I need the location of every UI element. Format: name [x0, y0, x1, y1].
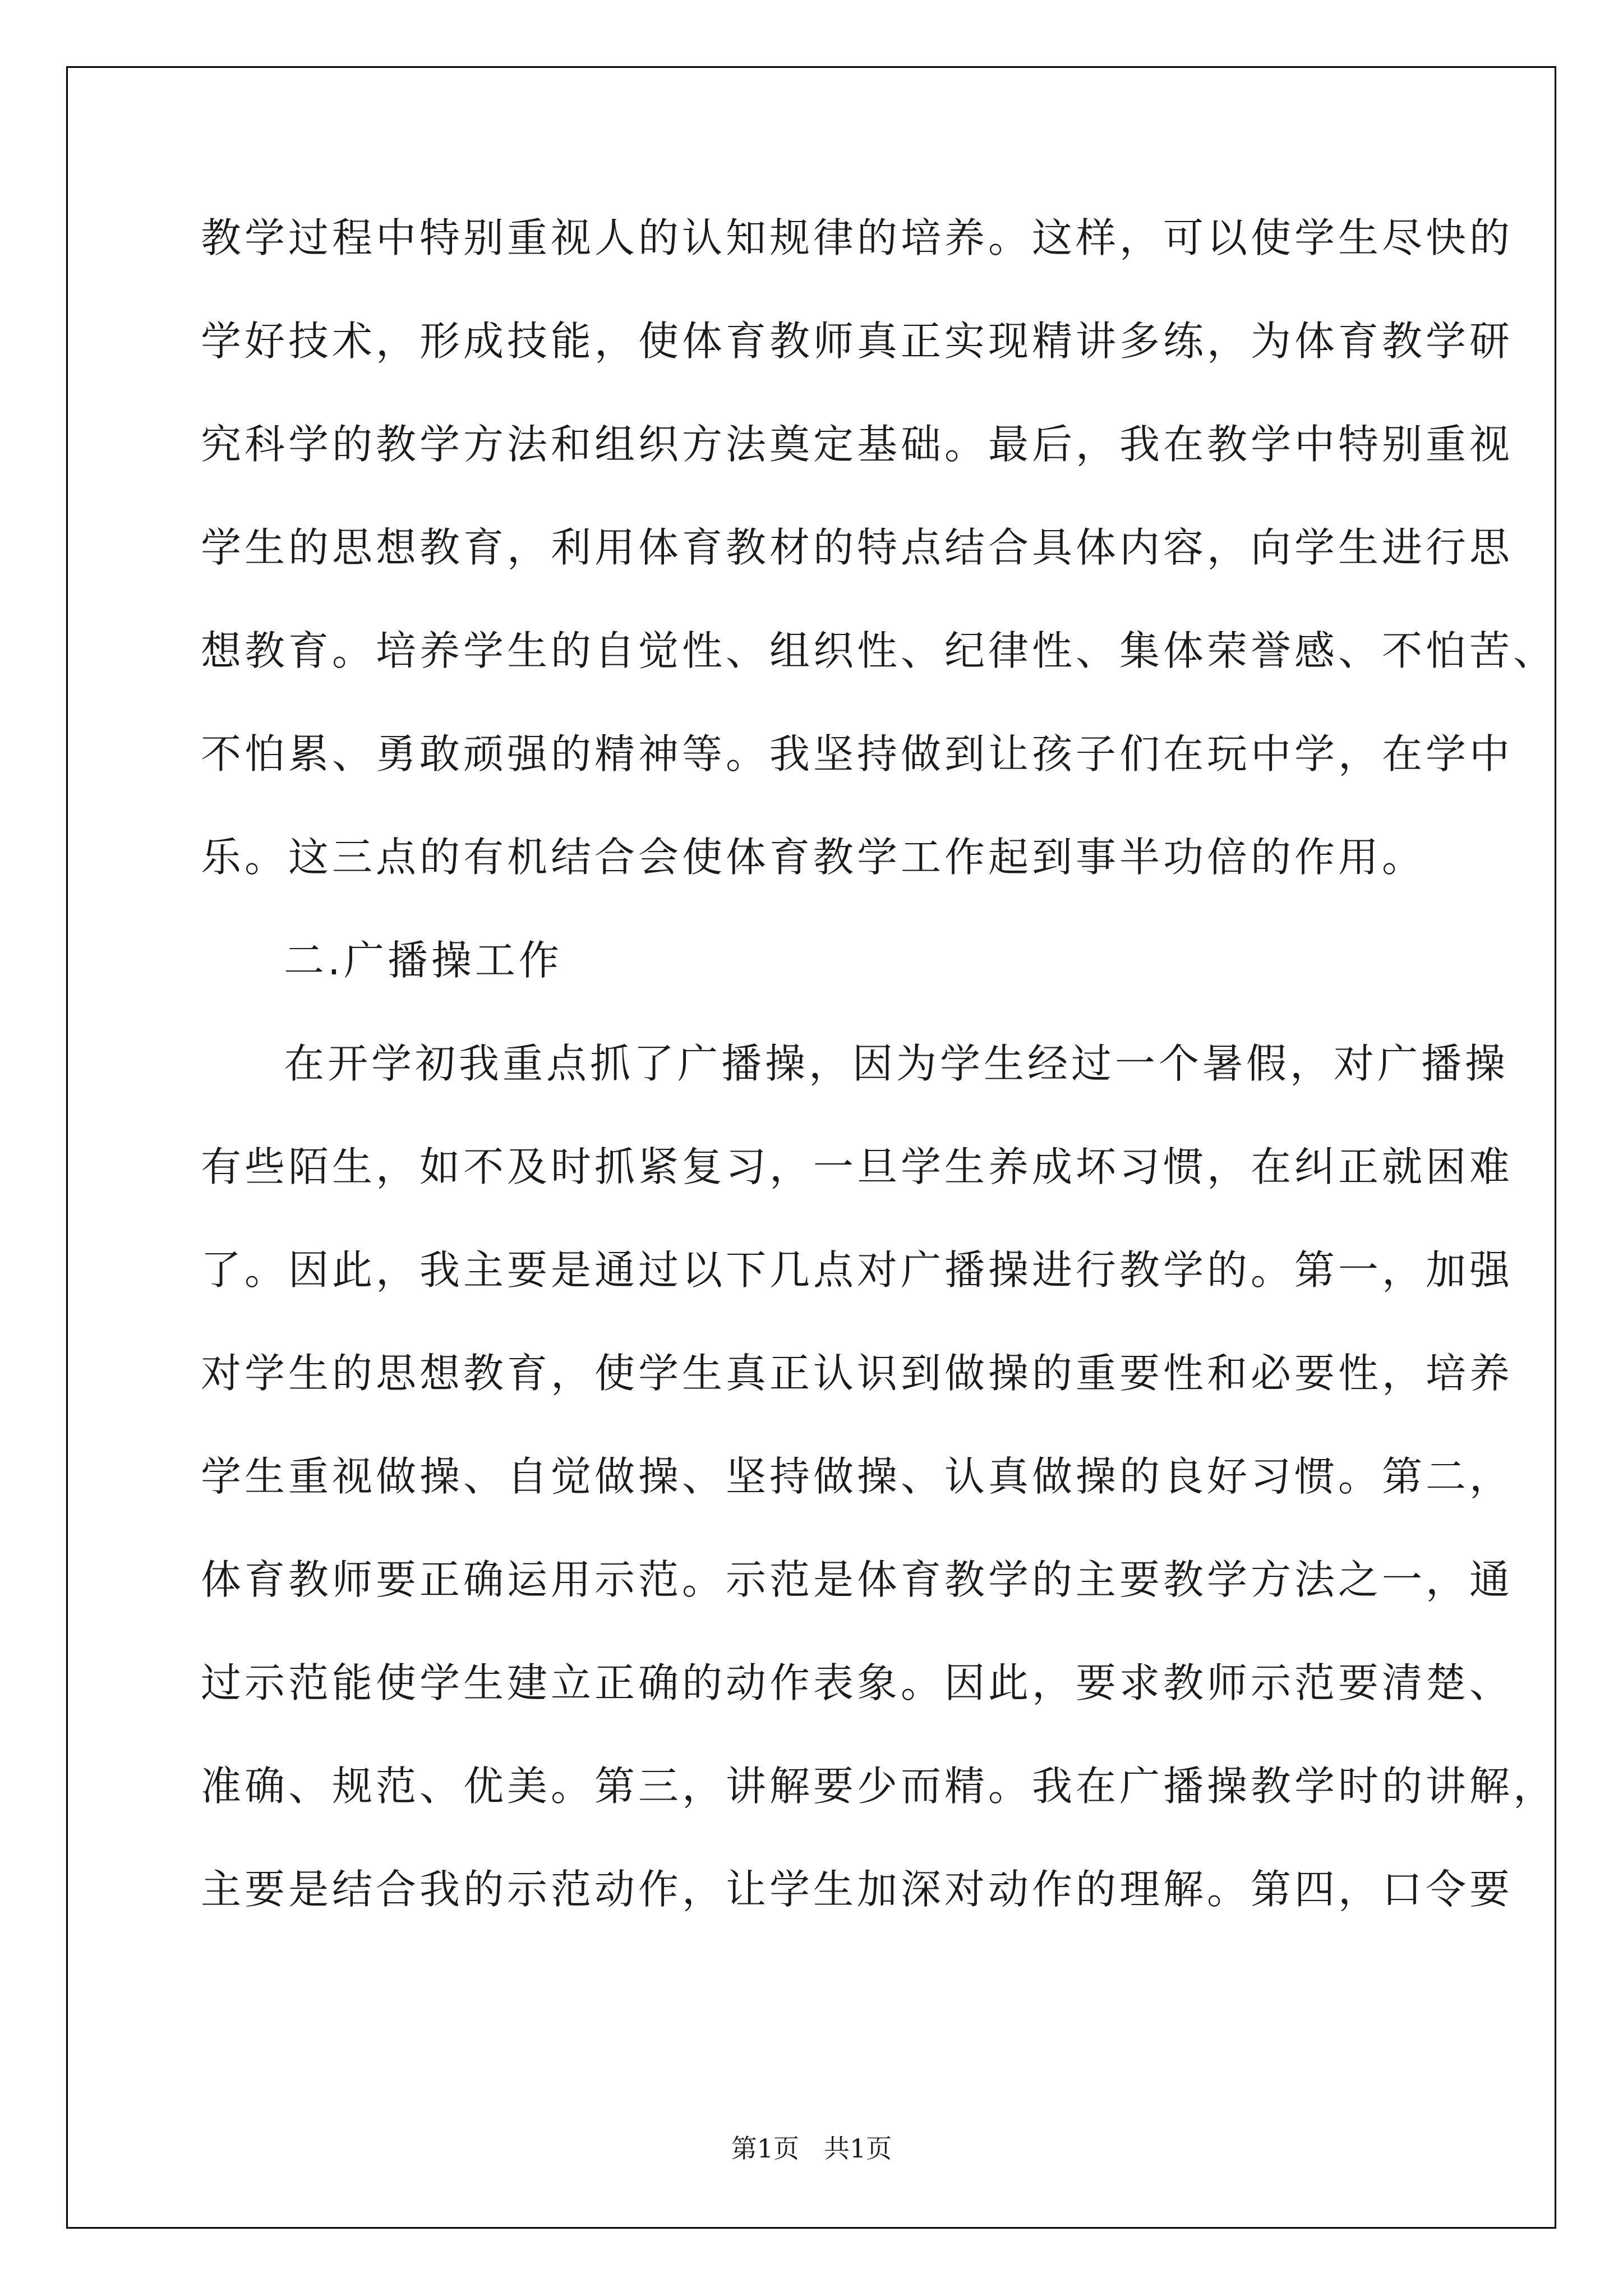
- total-pages: 共1页: [823, 2133, 892, 2164]
- text-line: 体育教师要正确运用示范。示范是体育教学的主要教学方法之一，通: [201, 1556, 1514, 1603]
- text-line: 想教育。培养学生的自觉性、组织性、纪律性、集体荣誉感、不怕苦、: [201, 627, 1557, 674]
- paragraph-start-line: 在开学初我重点抓了广播操，因为学生经过一个暑假，对广播操: [284, 1040, 1509, 1087]
- text-line: 究科学的教学方法和组织方法奠定基础。最后，我在教学中特别重视: [201, 421, 1514, 468]
- text-line: 了。因此，我主要是通过以下几点对广播操进行教学的。第一，加强: [201, 1246, 1514, 1294]
- text-line: 教学过程中特别重视人的认知规律的培养。这样，可以使学生尽快的: [201, 214, 1514, 261]
- text-line: 学生重视做操、自觉做操、坚持做操、认真做操的良好习惯。第二，: [201, 1453, 1514, 1500]
- page-footer: [0, 2133, 1623, 2164]
- text-line: 学生的思想教育，利用体育教材的特点结合具体内容，向学生进行思: [201, 524, 1514, 571]
- text-line: 主要是结合我的示范动作，让学生加深对动作的理解。第四，口令要: [201, 1866, 1514, 1913]
- page-number: 第1页: [731, 2133, 800, 2164]
- text-line: 乐。这三点的有机结合会使体育教学工作起到事半功倍的作用。: [201, 834, 1426, 881]
- text-line: 不怕累、勇敢顽强的精神等。我坚持做到让孩子们在玩中学，在学中: [201, 730, 1514, 777]
- text-line: 准确、规范、优美。第三，讲解要少而精。我在广播操教学时的讲解，: [201, 1763, 1557, 1810]
- text-line: 学好技术，形成技能，使体育教师真正实现精讲多练，为体育教学研: [201, 318, 1514, 365]
- text-line: 有些陌生，如不及时抓紧复习，一旦学生养成坏习惯，在纠正就困难: [201, 1143, 1514, 1190]
- text-line: 过示范能使学生建立正确的动作表象。因此，要求教师示范要清楚、: [201, 1659, 1514, 1706]
- text-line: 对学生的思想教育，使学生真正认识到做操的重要性和必要性，培养: [201, 1350, 1514, 1397]
- document-body: [201, 212, 1557, 1967]
- footer-spacer: [799, 2133, 824, 2164]
- section-heading: 二.广播操工作: [284, 937, 562, 984]
